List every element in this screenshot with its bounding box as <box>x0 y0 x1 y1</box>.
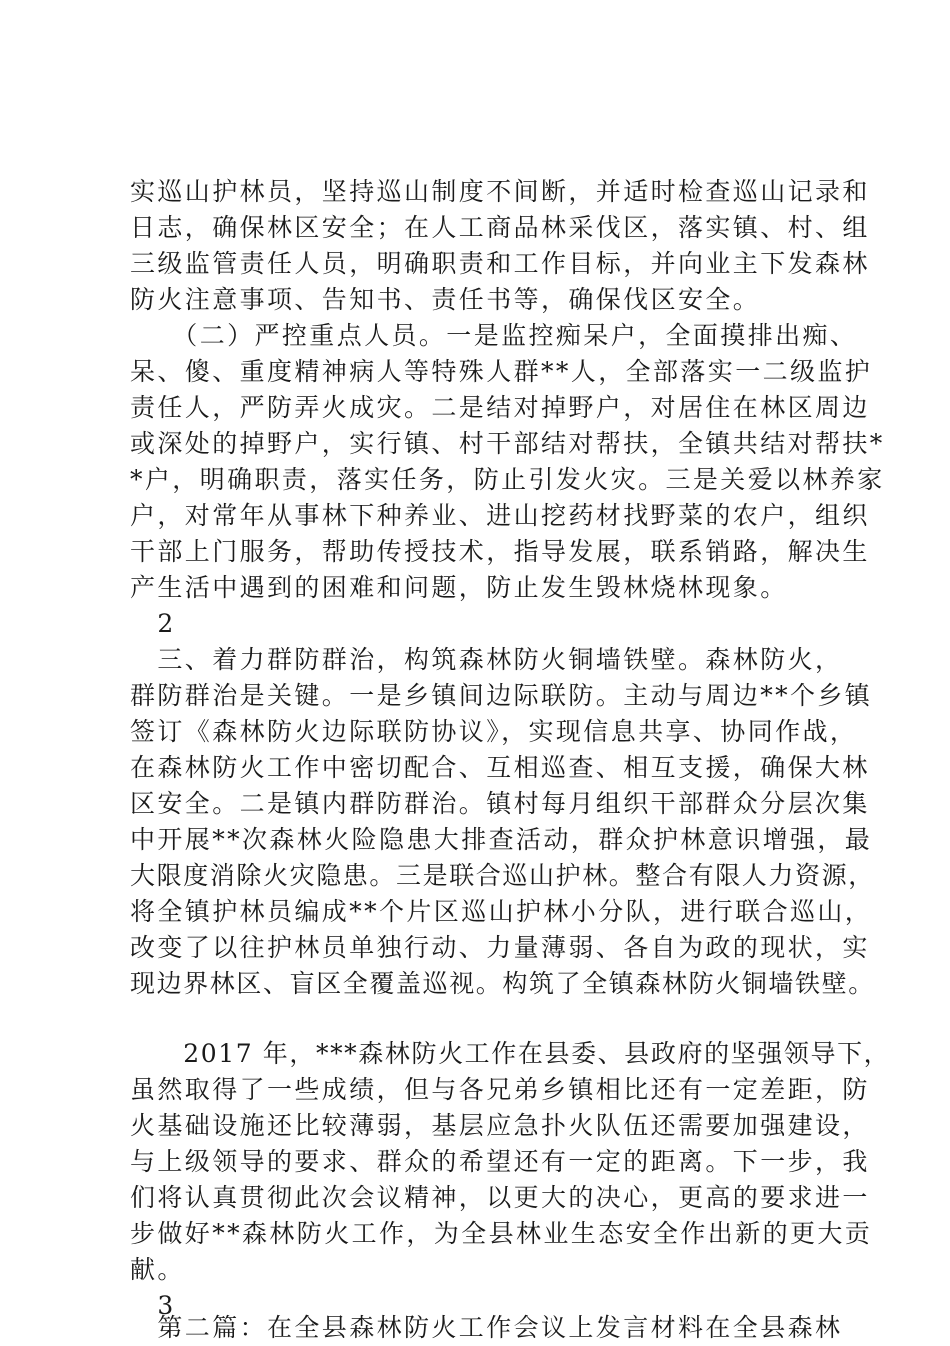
text-line: 第二篇：在全县森林防火工作会议上发言材料在全县森林 <box>130 1313 843 1342</box>
text-line: 虽然取得了一些成绩，但与各兄弟乡镇相比还有一定差距，防 <box>130 1075 870 1104</box>
text-line: 三级监管责任人员，明确职责和工作目标，并向业主下发森林 <box>130 249 870 278</box>
text-line: 大限度消除火灾隐患。三是联合巡山护林。整合有限人力资源， <box>130 861 875 890</box>
text-line: 们将认真贯彻此次会议精神，以更大的决心，更高的要求进一 <box>130 1183 870 1212</box>
text-line: *户，明确职责，落实任务，防止引发火灾。三是关爱以林养家 <box>130 465 885 494</box>
text-line: 日志，确保林区安全；在人工商品林采伐区，落实镇、村、组 <box>130 213 870 242</box>
text-line: 责任人，严防弄火成灾。二是结对掉野户，对居住在林区周边 <box>130 393 870 422</box>
text-line: 中开展**次森林火险隐患大排查活动，群众护林意识增强，最 <box>130 825 873 854</box>
text-line: 群防群治是关键。一是乡镇间边际联防。主动与周边**个乡镇 <box>130 681 873 710</box>
text-line: 三、着力群防群治，构筑森林防火铜墙铁壁。森林防火， <box>130 645 843 674</box>
page-number-marker: 2 <box>130 609 176 638</box>
text-line: 改变了以往护林员单独行动、力量薄弱、各自为政的现状，实 <box>130 933 870 962</box>
text-line: 防火注意事项、告知书、责任书等，确保伐区安全。 <box>130 285 761 314</box>
text-line: 产生活中遇到的困难和问题，防止发生毁林烧林现象。 <box>130 573 788 602</box>
text-line: 干部上门服务，帮助传授技术，指导发展，联系销路，解决生 <box>130 537 870 566</box>
page-number-marker: 3 <box>130 1291 176 1320</box>
text-line: 与上级领导的要求、群众的希望还有一定的距离。下一步，我 <box>130 1147 870 1176</box>
text-line: 步做好**森林防火工作，为全县林业生态安全作出新的更大贡 <box>130 1219 873 1248</box>
text-line: 2017 年，***森林防火工作在县委、县政府的坚强领导下， <box>130 1039 891 1068</box>
text-line: 献。 <box>130 1255 185 1284</box>
text-line: 签订《森林防火边际联防协议》，实现信息共享、协同作战， <box>130 717 858 746</box>
text-line: 或深处的掉野户，实行镇、村干部结对帮扶，全镇共结对帮扶* <box>130 429 885 458</box>
text-line: 呆、傻、重度精神病人等特殊人群**人，全部落实一二级监护 <box>130 357 873 386</box>
text-line: 在森林防火工作中密切配合、互相巡查、相互支援，确保大林 <box>130 753 870 782</box>
text-line: 户，对常年从事林下种养业、进山挖药材找野菜的农户，组织 <box>130 501 870 530</box>
text-line: 现边界林区、盲区全覆盖巡视。构筑了全镇森林防火铜墙铁壁。 <box>130 969 875 998</box>
text-line: （二）严控重点人员。一是监控痴呆户，全面摸排出痴、 <box>130 321 858 350</box>
text-line: 火基础设施还比较薄弱，基层应急扑火队伍还需要加强建设， <box>130 1111 870 1140</box>
text-line: 将全镇护林员编成**个片区巡山护林小分队，进行联合巡山， <box>130 897 873 926</box>
text-line: 实巡山护林员，坚持巡山制度不间断，并适时检查巡山记录和 <box>130 177 870 206</box>
text-line: 区安全。二是镇内群防群治。镇村每月组织干部群众分层次集 <box>130 789 870 818</box>
